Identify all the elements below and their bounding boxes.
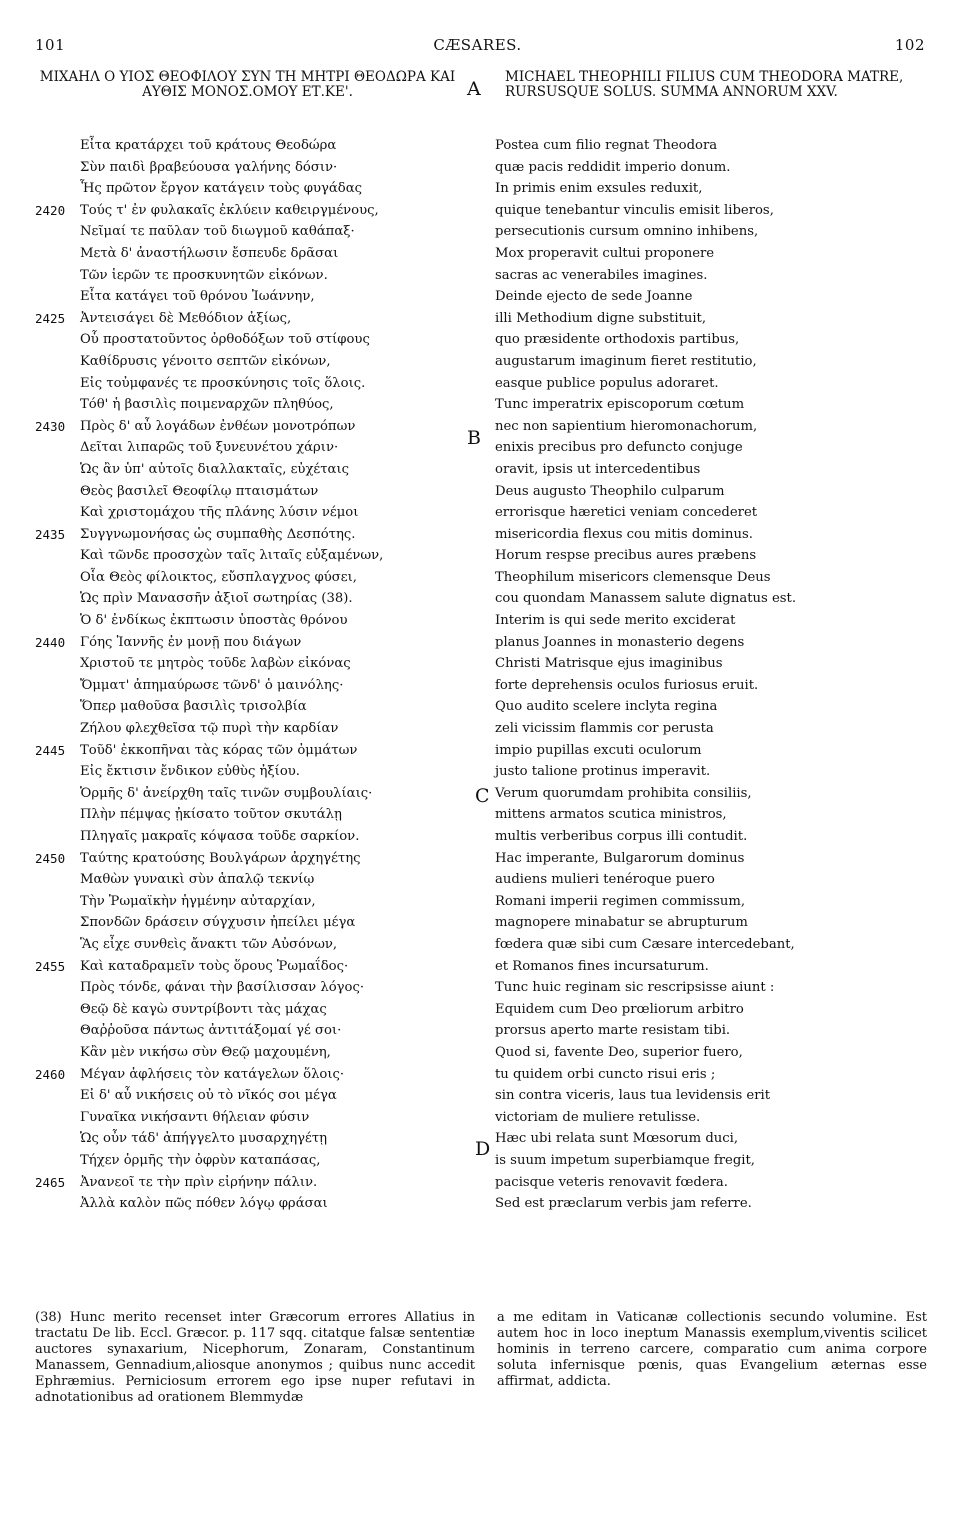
greek-verse-line xyxy=(35,178,475,200)
latin-verse-text: is suum impetum superbiamque fregit, xyxy=(495,1152,755,1168)
greek-verse-line xyxy=(35,1085,475,1107)
line-number xyxy=(35,545,80,567)
line-number: 2460 xyxy=(35,1066,66,1082)
line-number xyxy=(35,891,80,913)
line-number: 2440 xyxy=(35,634,66,650)
greek-verse-line xyxy=(35,1172,475,1194)
latin-verse-text: Interim is qui sede merito exciderat xyxy=(495,613,736,629)
greek-verse-text: Ἃς εἶχε συνθεὶς ἄνακτι τῶν Αὐσόνων, xyxy=(80,936,338,952)
latin-verse-text: sin contra viceris, laus tua levidensis erit xyxy=(495,1088,771,1104)
greek-verse-text: Ζήλου φλεχθεῖσα τῷ πυρὶ τὴν καρδίαν xyxy=(80,721,339,737)
footnote-right: a me editam in Vaticanæ collectionis secundo volumine. Est autem hoc in loco ineptum Manassis exemplum,viventis scilicet hominis in terreno carcere, comparatio cum anima corpore soluta infernisque pœnis, quas Evangelium æternas esse affirmat, addicta. xyxy=(497,1310,927,1389)
greek-verse-text: Τῶν ἱερῶν τε προσκυνητῶν εἰκόνων. xyxy=(80,267,328,283)
latin-verse-line xyxy=(495,1107,935,1129)
latin-verse-line xyxy=(495,1042,935,1064)
line-number xyxy=(35,588,80,610)
page-number-left: 101 xyxy=(35,36,66,54)
greek-verse-line xyxy=(35,1064,475,1086)
line-number xyxy=(35,329,80,351)
latin-verse-line xyxy=(495,632,935,654)
line-number xyxy=(35,610,80,632)
line-number xyxy=(35,869,80,891)
line-number xyxy=(35,502,80,524)
greek-verse-line xyxy=(35,200,475,222)
latin-verse-line xyxy=(495,761,935,783)
latin-verse-line xyxy=(495,178,935,200)
latin-verse-text: easque publice populus adoraret. xyxy=(495,375,719,391)
line-number: 2420 xyxy=(35,202,66,218)
line-number xyxy=(35,653,80,675)
greek-verse-line xyxy=(35,696,475,718)
greek-verse-text: Μέγαν ἀφλήσεις τὸν κατάγελων ὅλοις· xyxy=(80,1066,345,1082)
latin-verse-text: nec non sapientium hieromonachorum, xyxy=(495,418,758,434)
latin-verse-text: Hac imperante, Bulgarorum dominus xyxy=(495,850,745,866)
greek-verse-line xyxy=(35,221,475,243)
latin-verse-text: prorsus aperto marte resistam tibi. xyxy=(495,1023,731,1039)
latin-verse-line xyxy=(495,740,935,762)
greek-verse-text: Εἰ δ' αὖ νικήσεις οὐ τὸ νῖκός σοι μέγα xyxy=(80,1088,337,1104)
latin-verse-text: tu quidem orbi cuncto risui eris ; xyxy=(495,1066,716,1082)
greek-verse-text: Νεῖμαί τε παῦλαν τοῦ διωγμοῦ καθάπαξ· xyxy=(80,224,355,240)
line-number xyxy=(35,1020,80,1042)
line-number xyxy=(35,718,80,740)
line-number xyxy=(35,157,80,179)
latin-verse-line xyxy=(495,1085,935,1107)
greek-verse-text: Εἰς τοὐμφανές τε προσκύνησις τοῖς ὅλοις. xyxy=(80,375,366,391)
greek-verse-line xyxy=(35,956,475,978)
line-number xyxy=(35,221,80,243)
greek-verse-text: Σὺν παιδὶ βραβεύουσα γαλήνης δόσιν· xyxy=(80,159,338,175)
greek-verse-line xyxy=(35,157,475,179)
column-marker-d: D xyxy=(475,1138,491,1160)
latin-verse-text: mittens armatos scutica ministros, xyxy=(495,807,727,823)
latin-verse-line xyxy=(495,696,935,718)
latin-verse-line xyxy=(495,329,935,351)
greek-verse-text: Μαθὼν γυναικὶ σὺν ἁπαλῷ τεκνίῳ xyxy=(80,872,315,888)
greek-verse-text: Δεῖται λιπαρῶς τοῦ ξυνευνέτου χάριν· xyxy=(80,440,339,456)
latin-verse-text: illi Methodium digne substituit, xyxy=(495,310,707,326)
latin-verse-text: quo præsidente orthodoxis partibus, xyxy=(495,332,740,348)
latin-verse-text: Horum respse precibus aures præbens xyxy=(495,548,757,564)
latin-verse-line xyxy=(495,286,935,308)
greek-verse-text: Πλὴν πέμψας ᾐκίσατο τοῦτον σκυτάλῃ xyxy=(80,807,342,823)
latin-verse-line xyxy=(495,437,935,459)
line-number xyxy=(35,934,80,956)
greek-verse-line xyxy=(35,1020,475,1042)
latin-verse-text: magnopere minabatur se abrupturum xyxy=(495,915,748,931)
latin-verse-line xyxy=(495,265,935,287)
latin-verse-text: Christi Matrisque ejus imaginibus xyxy=(495,656,723,672)
greek-verse-text: Πληγαῖς μακραῖς κόψασα τοῦδε σαρκίον. xyxy=(80,829,360,844)
latin-verse-line xyxy=(495,567,935,589)
latin-verse-text: quæ pacis reddidit imperio donum. xyxy=(495,159,731,175)
greek-verse-line xyxy=(35,394,475,416)
latin-verse-line xyxy=(495,891,935,913)
greek-verse-text: Γυναῖκα νικήσαντι θήλειαν φύσιν xyxy=(80,1109,310,1125)
latin-verse-line xyxy=(495,221,935,243)
latin-verse-text: Romani imperii regimen commissum, xyxy=(495,893,746,909)
greek-verse-line xyxy=(35,912,475,934)
greek-verse-text: Θεὸς βασιλεῖ Θεοφίλῳ πταισμάτων xyxy=(80,483,319,499)
latin-verse-line xyxy=(495,545,935,567)
greek-verse-line xyxy=(35,588,475,610)
line-number xyxy=(35,999,80,1021)
greek-verse-line xyxy=(35,740,475,762)
greek-verse-text: Τὴν Ῥωμαϊκὴν ἡγμένην αὐταρχίαν, xyxy=(80,893,316,909)
greek-verse-text: Οἷα Θεὸς φίλοικτος, εὔσπλαγχνος φύσει, xyxy=(80,569,357,585)
latin-verse-text: multis verberibus corpus illi contudit. xyxy=(495,829,748,844)
latin-verse-line xyxy=(495,459,935,481)
line-number: 2425 xyxy=(35,310,66,326)
latin-verse-line xyxy=(495,157,935,179)
latin-verse-line xyxy=(495,869,935,891)
latin-verse-text: Tunc huic reginam sic rescripsisse aiunt : xyxy=(495,980,775,996)
column-marker-b: B xyxy=(467,427,481,449)
latin-verse-text: zeli vicissim flammis cor perusta xyxy=(495,721,714,737)
latin-verse-text: Theophilum misericors clemensque Deus xyxy=(495,569,771,585)
greek-verse-text: Καὶ χριστομάχου τῆς πλάνης λύσιν νέμοι xyxy=(80,505,359,521)
greek-verse-text: Γόης Ἰαννῆς ἐν μονῇ που διάγων xyxy=(80,634,302,650)
latin-verse-text: justo talione protinus imperavit. xyxy=(495,764,711,780)
latin-verse-text: augustarum imaginum fieret restitutio, xyxy=(495,353,757,369)
greek-verse-line xyxy=(35,848,475,870)
line-number: 2450 xyxy=(35,850,66,866)
latin-verse-line xyxy=(495,848,935,870)
line-number xyxy=(35,481,80,503)
line-number xyxy=(35,1150,80,1172)
latin-verse-line xyxy=(495,373,935,395)
line-number xyxy=(35,696,80,718)
line-number: 2455 xyxy=(35,958,66,974)
latin-verse-text: fœdera quæ sibi cum Cæsare intercedebant, xyxy=(495,936,795,952)
line-number xyxy=(35,243,80,265)
greek-verse-text: Καθίδρυσις γένοιτο σεπτῶν εἰκόνων, xyxy=(80,353,331,369)
greek-verse-text: Ὁρμῆς δ' ἀνείρχθη ταῖς τινῶν συμβουλίαις· xyxy=(80,785,373,801)
running-title: CÆSARES. xyxy=(433,36,522,54)
greek-verse-line xyxy=(35,1128,475,1150)
line-number xyxy=(35,1193,80,1215)
greek-verse-text: Τοῦδ' ἐκκοπῆναι τὰς κόρας τῶν ὀμμάτων xyxy=(80,742,358,758)
latin-verse-line xyxy=(495,999,935,1021)
latin-verse-line xyxy=(495,1064,935,1086)
greek-verse-line xyxy=(35,999,475,1021)
greek-verse-text: Καὶ τῶνδε προσσχὼν ταῖς λιταῖς εὐξαμένων, xyxy=(80,548,384,564)
greek-verse-line xyxy=(35,1193,475,1215)
line-number xyxy=(35,286,80,308)
latin-section-title: MICHAEL THEOPHILI FILIUS CUM THEODORA MATRE, RURSUSQUE SOLUS. SUMMA ANNORUM XXV. xyxy=(505,69,904,100)
line-number xyxy=(35,761,80,783)
greek-verse-text: Θαῤῥοῦσα πάντως ἀντιτάξομαί γέ σοι· xyxy=(80,1023,342,1039)
greek-verse-text: Πρὸς τόνδε, φάναι τὴν βασίλισσαν λόγος· xyxy=(80,980,365,996)
latin-verse-line xyxy=(495,653,935,675)
line-number: 2430 xyxy=(35,418,66,434)
latin-verse-text: Tunc imperatrix episcoporum cœtum xyxy=(495,397,745,413)
line-number xyxy=(35,459,80,481)
line-number xyxy=(35,394,80,416)
latin-verse-column xyxy=(495,135,935,1215)
latin-verse-text: enixis precibus pro defuncto conjuge xyxy=(495,440,743,456)
greek-verse-text: Καὶ καταδραμεῖν τοὺς ὅρους Ῥωμαΐδος· xyxy=(80,958,349,974)
latin-verse-text: oravit, ipsis ut intercedentibus xyxy=(495,461,701,477)
latin-verse-line xyxy=(495,610,935,632)
latin-verse-text: Quod si, favente Deo, superior fuero, xyxy=(495,1044,743,1060)
greek-verse-line xyxy=(35,567,475,589)
latin-verse-text: errorisque hæretici veniam concederet xyxy=(495,505,758,521)
greek-verse-line xyxy=(35,1042,475,1064)
greek-verse-line xyxy=(35,329,475,351)
greek-verse-text: Εἶτα κρατάρχει τοῦ κράτους Θεοδώρα xyxy=(80,138,337,153)
greek-verse-text: Πρὸς δ' αὖ λογάδων ἐνθέων μονοτρόπων xyxy=(80,418,356,434)
latin-verse-text: Deus augusto Theophilo culparum xyxy=(495,483,725,499)
latin-verse-line xyxy=(495,1020,935,1042)
latin-verse-line xyxy=(495,502,935,524)
latin-verse-line xyxy=(495,1193,935,1215)
latin-verse-text: Quo audito scelere inclyta regina xyxy=(495,699,718,715)
greek-verse-text: Τούς τ' ἐν φυλακαῖς ἐκλύειν καθειργμένους, xyxy=(80,202,379,218)
greek-verse-line xyxy=(35,869,475,891)
greek-verse-line xyxy=(35,308,475,330)
latin-verse-text: sacras ac venerabiles imagines. xyxy=(495,267,708,283)
greek-verse-text: Εἶτα κατάγει τοῦ θρόνου Ἰωάννην, xyxy=(80,289,315,305)
latin-verse-line xyxy=(495,135,935,157)
greek-verse-line xyxy=(35,416,475,438)
greek-verse-text: Ὡς πρὶν Μανασσῆν ἀξιοῖ σωτηρίας (38). xyxy=(80,591,353,607)
latin-verse-line xyxy=(495,481,935,503)
footnote-left: (38) Hunc merito recenset inter Græcorum errores Allatius in tractatu De lib. Eccl. Græcor. p. 117 sqq. citatque falsæ sententiæ auctores synaxarium, Nicephorum, Zonaram, Constantinum Manassem, Gennadium,aliosque anonymos ; quibus nunc accedit Ephræmius. Perniciosum errorem ego ipse nuper refutavi in adnotationibus ad orationem Blemmydæ xyxy=(35,1310,475,1405)
greek-verse-line xyxy=(35,804,475,826)
page-number-right: 102 xyxy=(894,36,925,54)
greek-verse-text: Ἀνανεοῖ τε τὴν πρὶν εἰρήνην πάλιν. xyxy=(80,1174,318,1190)
greek-verse-line xyxy=(35,1107,475,1129)
greek-verse-text: Κἂν μὲν νικήσω σὺν Θεῷ μαχουμένη, xyxy=(80,1044,331,1060)
greek-verse-line xyxy=(35,675,475,697)
greek-verse-line xyxy=(35,891,475,913)
line-number xyxy=(35,783,80,805)
line-number: 2465 xyxy=(35,1174,66,1190)
greek-verse-line xyxy=(35,373,475,395)
line-number xyxy=(35,567,80,589)
latin-verse-line xyxy=(495,394,935,416)
greek-verse-line xyxy=(35,610,475,632)
latin-verse-line xyxy=(495,718,935,740)
latin-verse-line xyxy=(495,308,935,330)
latin-verse-line xyxy=(495,1150,935,1172)
greek-verse-text: Χριστοῦ τε μητρὸς τοῦδε λαβὼν εἰκόνας xyxy=(80,656,351,672)
latin-verse-text: pacisque veteris renovavit fœdera. xyxy=(495,1174,728,1190)
latin-verse-text: impio pupillas excuti oculorum xyxy=(495,742,702,758)
latin-verse-text: Hæc ubi relata sunt Mœsorum duci, xyxy=(495,1131,739,1147)
greek-verse-text: Εἰς ἔκτισιν ἔνδικον εὐθὺς ἠξίου. xyxy=(80,764,301,780)
latin-verse-line xyxy=(495,934,935,956)
greek-verse-line xyxy=(35,632,475,654)
greek-verse-line xyxy=(35,437,475,459)
greek-verse-text: Ἀλλὰ καλὸν πῶς πόθεν λόγῳ φράσαι xyxy=(80,1196,328,1212)
latin-verse-text: forte deprehensis oculos furiosus eruit. xyxy=(495,677,759,693)
greek-verse-column xyxy=(35,135,475,1215)
latin-verse-text: Postea cum filio regnat Theodora xyxy=(495,138,718,153)
greek-verse-line xyxy=(35,761,475,783)
line-number xyxy=(35,437,80,459)
latin-verse-text: In primis enim exsules reduxit, xyxy=(495,181,703,197)
line-number xyxy=(35,1128,80,1150)
latin-verse-text: quique tenebantur vinculis emisit liberos, xyxy=(495,202,774,218)
latin-verse-line xyxy=(495,956,935,978)
greek-verse-text: Μετὰ δ' ἀναστήλωσιν ἔσπευδε δρᾶσαι xyxy=(80,245,339,261)
greek-verse-line xyxy=(35,481,475,503)
column-marker-c: C xyxy=(475,785,490,807)
latin-verse-line xyxy=(495,826,935,848)
latin-verse-line xyxy=(495,783,935,805)
line-number xyxy=(35,135,80,157)
greek-verse-text: Ὄμματ' ἀπημαύρωσε τῶνδ' ὁ μαινόλης· xyxy=(80,677,344,693)
latin-verse-line xyxy=(495,200,935,222)
latin-verse-line xyxy=(495,243,935,265)
latin-verse-line xyxy=(495,416,935,438)
greek-verse-text: Ὁ δ' ἐνδίκως ἐκπτωσιν ὑποστὰς θρόνου xyxy=(80,613,348,629)
latin-verse-text: Equidem cum Deo prœliorum arbitro xyxy=(495,1001,744,1017)
latin-verse-line xyxy=(495,1172,935,1194)
greek-verse-text: Ἧς πρῶτον ἔργον κατάγειν τοὺς φυγάδας xyxy=(80,181,363,197)
greek-verse-text: Τήχεν ὁρμῆς τὴν ὀφρὺν καταπάσας, xyxy=(80,1152,321,1168)
greek-verse-line xyxy=(35,524,475,546)
latin-verse-text: cou quondam Manassem salute dignatus est. xyxy=(495,591,797,607)
latin-verse-text: persecutionis cursum omnino inhibens, xyxy=(495,224,759,240)
line-number xyxy=(35,826,80,848)
greek-verse-text: Θεῷ δὲ καγὼ συντρίβοντι τὰς μάχας xyxy=(80,1001,327,1017)
latin-verse-line xyxy=(495,524,935,546)
greek-verse-line xyxy=(35,502,475,524)
greek-verse-text: Ὡς ἂν ὑπ' αὐτοῖς διαλλακταῖς, εὐχέταις xyxy=(80,461,350,477)
line-number: 2445 xyxy=(35,742,66,758)
latin-verse-line xyxy=(495,675,935,697)
latin-verse-text: et Romanos fines incursaturum. xyxy=(495,958,709,974)
line-number xyxy=(35,1085,80,1107)
line-number xyxy=(35,912,80,934)
latin-verse-text: misericordia flexus cou mitis dominus. xyxy=(495,526,753,542)
latin-verse-line xyxy=(495,804,935,826)
latin-verse-line xyxy=(495,588,935,610)
greek-verse-text: Σπονδῶν δράσειν σύγχυσιν ἠπείλει μέγα xyxy=(80,915,356,931)
greek-verse-line xyxy=(35,718,475,740)
greek-verse-text: Συγγνωμονήσας ὡς συμπαθὴς Δεσπότης. xyxy=(80,526,356,542)
line-number xyxy=(35,373,80,395)
line-number xyxy=(35,265,80,287)
latin-verse-text: planus Joannes in monasterio degens xyxy=(495,634,745,650)
greek-verse-text: Οὗ προστατοῦντος ὀρθοδόξων τοῦ στίφους xyxy=(80,332,370,348)
latin-verse-text: audiens mulieri tenéroque puero xyxy=(495,872,715,888)
greek-verse-line xyxy=(35,826,475,848)
latin-verse-text: Verum quorumdam prohibita consiliis, xyxy=(495,785,752,801)
latin-verse-line xyxy=(495,977,935,999)
greek-verse-line xyxy=(35,1150,475,1172)
greek-verse-text: Τόθ' ἡ βασιλὶς ποιμεναρχῶν πληθύος, xyxy=(80,397,334,413)
greek-verse-line xyxy=(35,351,475,373)
latin-verse-line xyxy=(495,912,935,934)
greek-verse-line xyxy=(35,459,475,481)
greek-verse-text: Ἀντεισάγει δὲ Μεθόδιον ἀξίως, xyxy=(80,310,292,326)
latin-verse-line xyxy=(495,351,935,373)
line-number xyxy=(35,178,80,200)
latin-verse-text: Deinde ejecto de sede Joanne xyxy=(495,289,693,305)
greek-verse-line xyxy=(35,545,475,567)
greek-verse-line xyxy=(35,265,475,287)
greek-verse-line xyxy=(35,243,475,265)
line-number xyxy=(35,804,80,826)
latin-verse-text: Sed est præclarum verbis jam referre. xyxy=(495,1196,752,1212)
greek-verse-line xyxy=(35,286,475,308)
line-number xyxy=(35,977,80,999)
column-marker-a: A xyxy=(467,78,481,100)
latin-verse-text: victoriam de muliere retulisse. xyxy=(495,1109,701,1125)
greek-verse-text: Ταύτης κρατούσης Βουλγάρων ἀρχηγέτης xyxy=(80,850,361,866)
greek-verse-line xyxy=(35,135,475,157)
line-number xyxy=(35,1042,80,1064)
latin-verse-line xyxy=(495,1128,935,1150)
greek-verse-text: Ὡς οὖν τάδ' ἀπήγγελτο μυσαρχηγέτῃ xyxy=(80,1131,328,1147)
line-number xyxy=(35,1107,80,1129)
greek-verse-line xyxy=(35,934,475,956)
latin-verse-text: Mox properavit cultui proponere xyxy=(495,245,715,261)
line-number xyxy=(35,675,80,697)
line-number: 2435 xyxy=(35,526,66,542)
line-number xyxy=(35,351,80,373)
greek-verse-line xyxy=(35,653,475,675)
greek-verse-text: Ὅπερ μαθοῦσα βασιλὶς τρισολβία xyxy=(80,699,307,715)
greek-section-title: ΜΙΧΑΗΛ Ο ΥΙΟΣ ΘΕΟΦΙΛΟΥ ΣΥΝ ΤΗ ΜΗΤΡΙ ΘΕΟΔΩΡΑ ΚΑΙ ΑΥΘΙΣ ΜΟΝΟΣ.ΟΜΟΥ ΕΤ.ΚΕ'. xyxy=(39,69,456,100)
greek-verse-line xyxy=(35,783,475,805)
greek-verse-line xyxy=(35,977,475,999)
